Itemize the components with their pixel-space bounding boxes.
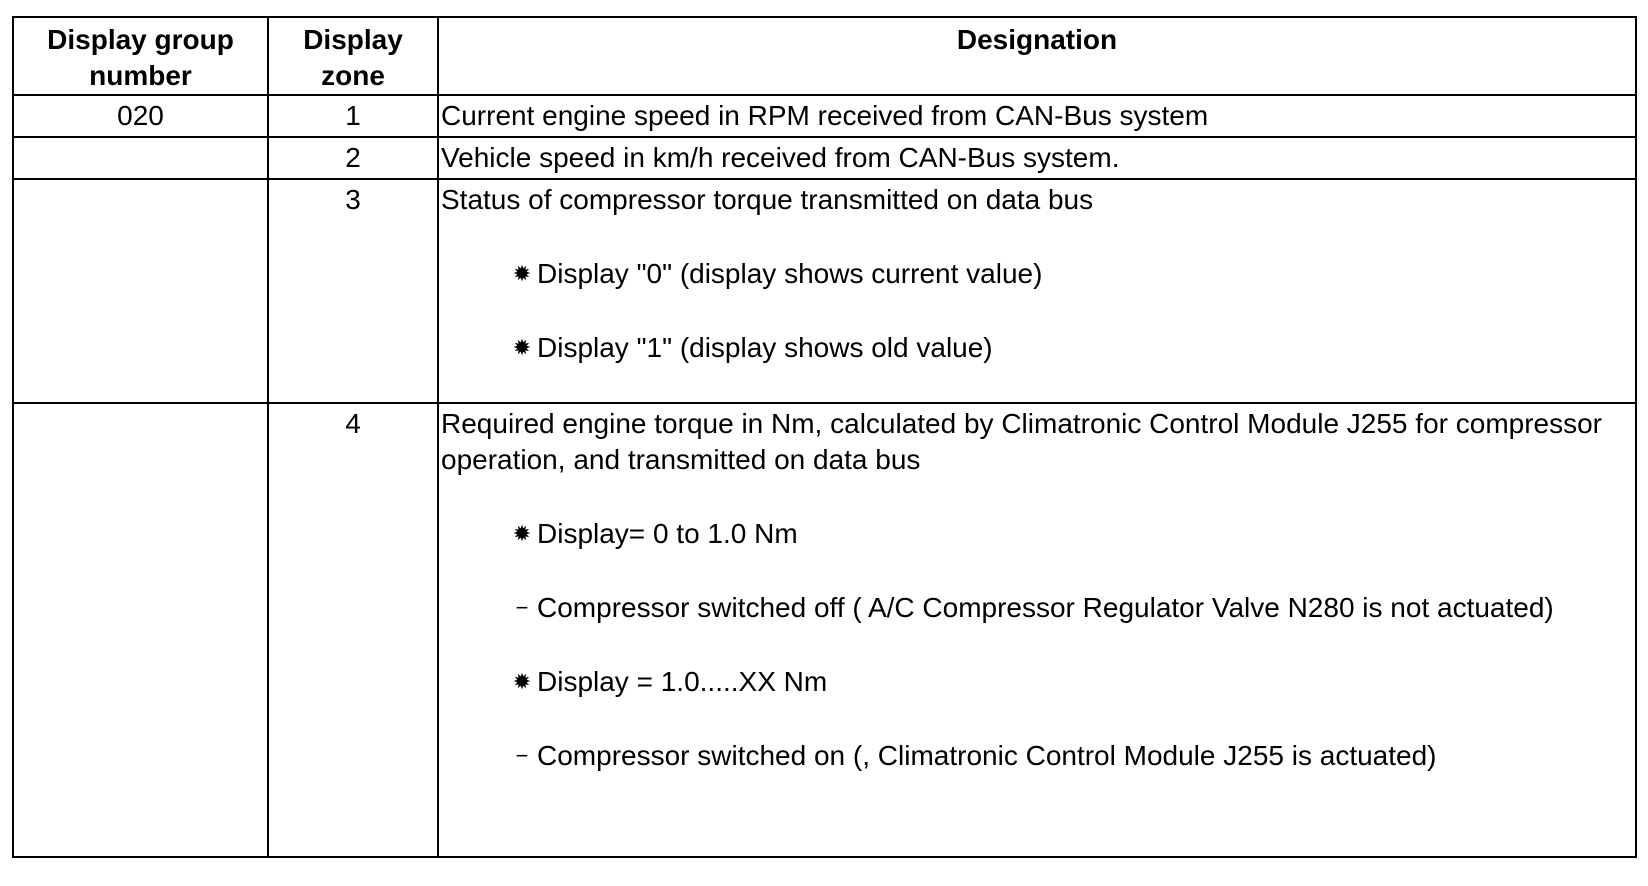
header-display-zone (268, 17, 438, 95)
zone-value: 2 (345, 142, 361, 173)
group-cell (13, 137, 268, 179)
zone-value: 3 (345, 184, 361, 215)
designation-cell (438, 137, 1636, 179)
zone-cell (268, 179, 438, 403)
zone-cell (268, 403, 438, 857)
header-zone-label: Display zone (303, 24, 403, 91)
list-item (512, 664, 1625, 700)
zone-value: 4 (345, 408, 361, 439)
table-row (13, 137, 1636, 179)
designation-cell (438, 403, 1636, 857)
bullet-icon: ✹ (512, 261, 532, 286)
bullet-icon: ✹ (512, 335, 532, 360)
zone-value: 1 (345, 100, 361, 131)
list-item (512, 330, 1625, 366)
list-item-text: Display= 0 to 1.0 Nm (537, 518, 798, 549)
table-row (13, 179, 1636, 403)
header-designation-label: Designation (956, 24, 1118, 55)
designation-cell (438, 179, 1636, 403)
list-item (512, 256, 1625, 292)
list-item-text: Compressor switched off ( A/C Compressor Regulator Valve N280 is not actuated) (537, 592, 1554, 623)
zone-cell (268, 95, 438, 137)
header-group-label: Display group number (47, 24, 234, 91)
designation-text: Required engine torque in Nm, calculated by Climatronic Control Module J255 for compressor operation, and transmitted on data bus (441, 408, 1603, 475)
list-item-text: Display "1" (display shows old value) (537, 332, 993, 363)
display-group-table (12, 16, 1637, 858)
list-item-text: Display "0" (display shows current value) (537, 258, 1043, 289)
group-value: 020 (117, 100, 164, 131)
table-row (13, 95, 1636, 137)
list-item-text: Compressor switched on (, Climatronic Control Module J255 is actuated) (537, 740, 1437, 771)
zone-cell (268, 137, 438, 179)
designation-text: Status of compressor torque transmitted on data bus (441, 184, 1094, 215)
dash-icon: − (515, 595, 529, 620)
list-item (512, 516, 1625, 552)
designation-cell (438, 95, 1636, 137)
group-cell (13, 403, 268, 857)
designation-text: Current engine speed in RPM received from CAN-Bus system (441, 100, 1209, 131)
list-item-text: Display = 1.0.....XX Nm (537, 666, 828, 697)
bullet-icon: ✹ (512, 521, 532, 546)
table-row (13, 403, 1636, 857)
group-cell (13, 95, 268, 137)
dash-icon: − (515, 743, 529, 768)
header-display-group-number (13, 17, 268, 95)
bullet-icon: ✹ (512, 669, 532, 694)
list-item (515, 590, 1625, 626)
designation-text: Vehicle speed in km/h received from CAN-Bus system. (441, 142, 1120, 173)
header-designation (438, 17, 1636, 95)
header-row (13, 17, 1636, 95)
list-item (515, 738, 1625, 774)
group-cell (13, 179, 268, 403)
